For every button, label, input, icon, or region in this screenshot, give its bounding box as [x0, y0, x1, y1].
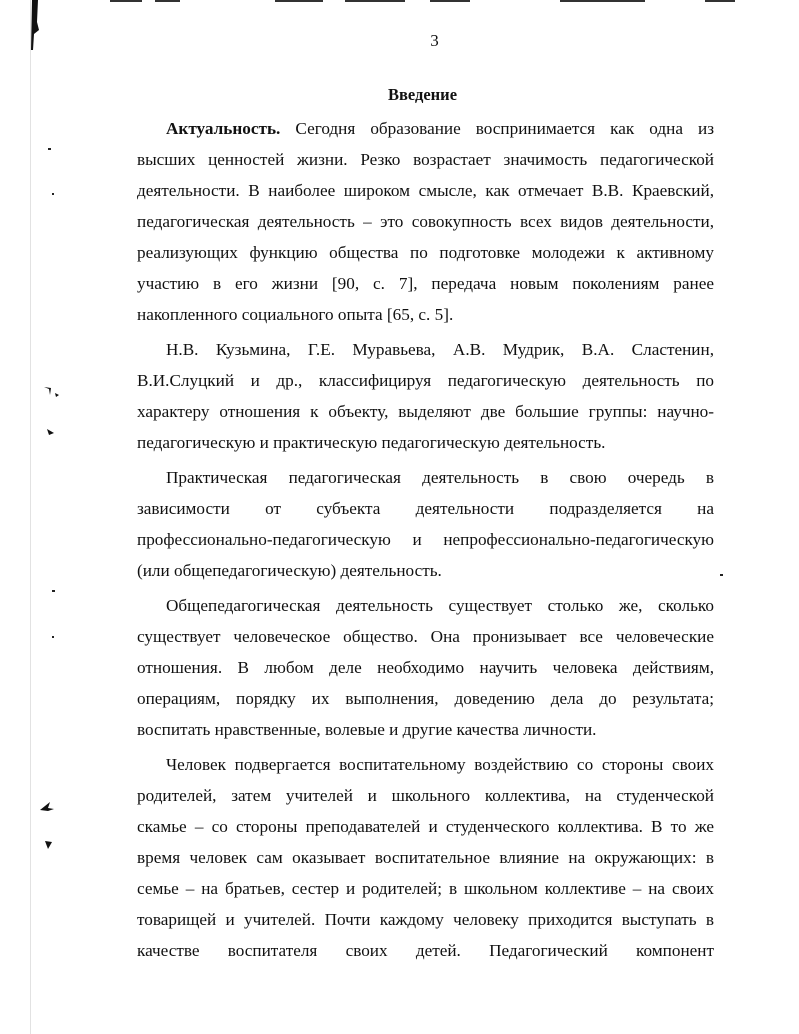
scan-speck: [38, 800, 58, 814]
scan-speck: [44, 840, 54, 850]
paragraph-general: [137, 590, 714, 745]
scan-edge: [30, 0, 31, 1034]
text-line: деятельности. В наиболее широком смысле, как отмечает В.В. Краевский,: [137, 181, 714, 200]
text-line: существует человеческое общество. Она пронизывает все человеческие: [137, 627, 714, 646]
text-line: накопленного социального опыта [65, с. 5].: [137, 305, 454, 324]
top-rule: [345, 0, 405, 2]
top-rule: [560, 0, 645, 2]
text-line: семье – на братьев, сестер и родителей; в школьном коллективе – на своих: [137, 879, 714, 898]
section-heading: Введение: [387, 85, 458, 104]
body-text: [137, 113, 714, 970]
text-line: качестве воспитателя своих детей. Педагогический компонент: [137, 941, 714, 960]
text-line: воспитать нравственные, волевые и другие качества личности.: [137, 720, 597, 739]
text-line: педагогическую и практическую педагогическую деятельность.: [137, 433, 606, 452]
paragraph-person: [137, 749, 714, 966]
text-line: товарищей и учителей. Почти каждому человеку приходится выступать в: [137, 910, 714, 929]
top-rule: [705, 0, 735, 2]
text-line: отношения. В любом деле необходимо научить человека действиям,: [137, 658, 714, 677]
paragraph-practical: [137, 462, 714, 586]
text-line: время человек сам оказывает воспитательное влияние на окружающих: в: [137, 848, 714, 867]
top-rule: [275, 0, 323, 2]
text-line: педагогическая деятельность – это совокупность всех видов деятельности,: [137, 212, 714, 231]
scan-speck: [42, 385, 62, 399]
text-line: Общепедагогическая деятельность существует столько же, сколько: [166, 596, 714, 615]
text-line: (или общепедагогическую) деятельность.: [137, 561, 442, 580]
text-line: высших ценностей жизни. Резко возрастает значимость педагогической: [137, 150, 714, 169]
text-line: Практическая педагогическая деятельность в свою очередь в: [166, 468, 714, 487]
text-line: Актуальность. Сегодня образование воспринимается как одна из: [166, 119, 714, 138]
text-line: профессионально-педагогическую и непрофессионально-педагогическую: [137, 530, 714, 549]
text-line: родителей, затем учителей и школьного коллектива, на студенческой: [137, 786, 714, 805]
text-line: скамье – со стороны преподавателей и студенческого коллектива. В то же: [137, 817, 714, 836]
scan-speck: [46, 427, 56, 437]
text-line: реализующих функцию общества по подготовке молодежи к активному: [137, 243, 714, 262]
text-line: характеру отношения к объекту, выделяют две большие группы: научно-: [137, 402, 714, 421]
scan-speck: [48, 148, 51, 150]
lead-term: Актуальность.: [166, 119, 281, 138]
scan-speck: [52, 590, 55, 592]
paragraph-classification: [137, 334, 714, 458]
text-line: Н.В. Кузьмина, Г.Е. Муравьева, А.В. Мудрик, В.А. Сластенин,: [166, 340, 714, 359]
text-line: В.И.Слуцкий и др., классифицируя педагогическую деятельность по: [137, 371, 714, 390]
text-line: участию в его жизни [90, с. 7], передача новым поколениям ранее: [137, 274, 714, 293]
paragraph-relevance: [137, 113, 714, 330]
text-line: Человек подвергается воспитательному воздействию со стороны своих: [166, 755, 714, 774]
top-rule: [110, 0, 142, 2]
top-rule: [155, 0, 180, 2]
text-line: операциям, порядку их выполнения, доведению дела до результата;: [137, 689, 714, 708]
text-line: зависимости от субъекта деятельности подразделяется на: [137, 499, 714, 518]
scan-speck: [52, 193, 54, 195]
page-number: 3: [430, 31, 439, 50]
top-rule: [430, 0, 470, 2]
scan-speck: [720, 574, 723, 576]
scan-speck: [52, 636, 54, 638]
